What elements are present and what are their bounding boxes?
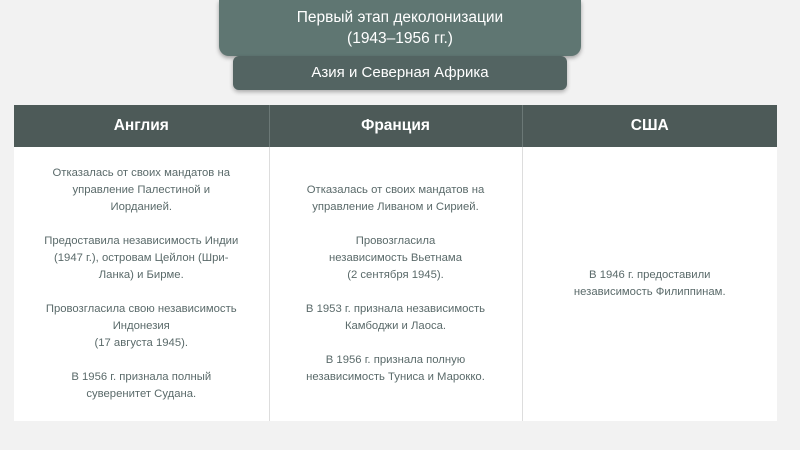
england-paragraph: В 1956 г. признала полный суверенитет Судана. [71, 371, 212, 400]
cell-france [269, 147, 522, 421]
england-paragraph: Предоставила независимость Индии (1947 г.), островам Цейлон (Шри- Ланка) и Бирме. [44, 235, 239, 281]
france-paragraph: Отказалась от своих мандатов на управление Ливаном и Сирией. [306, 184, 485, 213]
table-header-row [14, 105, 777, 147]
france-paragraph: В 1953 г. признала независимость Камбоджи и Лаоса. [305, 303, 486, 332]
slide-subtitle: Азия и Северная Африка [233, 56, 567, 90]
cell-usa [522, 147, 777, 421]
slide-title-line1: Первый этап деколонизации [296, 9, 504, 26]
slide-title-line2: (1943–1956 гг.) [347, 30, 453, 47]
decolonization-table [14, 105, 777, 421]
england-paragraph: Отказалась от своих мандатов на управление Палестиной и Иорданией. [52, 167, 230, 213]
usa-paragraph: В 1946 г. предоставили независимость Филиппинам. [573, 269, 726, 298]
column-header-england: Англия [14, 105, 269, 147]
column-header-france: Франция [269, 105, 522, 147]
table-row [14, 147, 777, 421]
england-paragraph: Провозгласила свою независимость Индонезия (17 августа 1945). [45, 303, 237, 349]
column-header-usa: США [522, 105, 777, 147]
slide-title [219, 0, 581, 56]
france-paragraph: В 1956 г. признала полную независимость Туниса и Марокко. [306, 354, 485, 383]
cell-england [14, 147, 269, 421]
france-paragraph: Провозгласила независимость Вьетнама (2 сентября 1945). [329, 235, 462, 281]
